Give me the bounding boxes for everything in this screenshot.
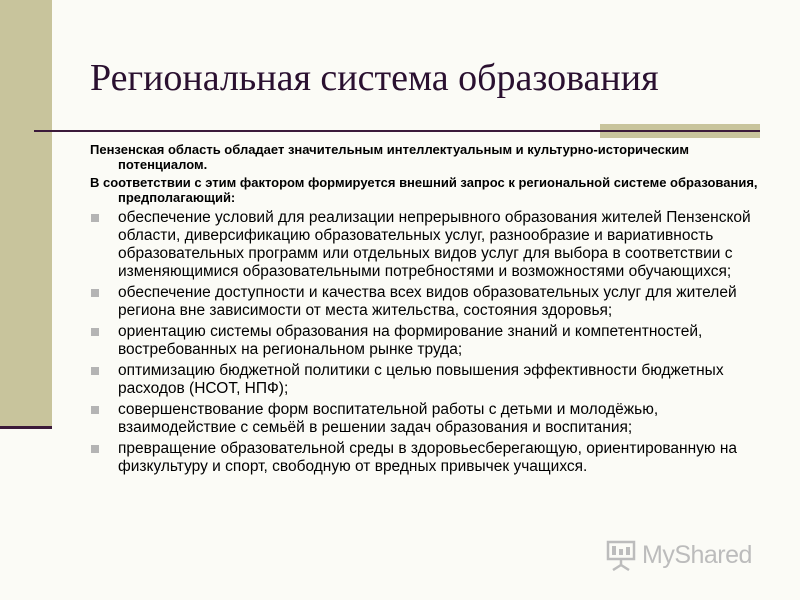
- left-accent-bar: [0, 0, 52, 428]
- title-divider: [34, 130, 600, 132]
- bullet-item: [90, 323, 760, 359]
- bullet-list: [90, 209, 760, 476]
- title-divider-accent: [600, 124, 760, 138]
- bullet-item: [90, 440, 760, 476]
- square-bullet-icon: [91, 367, 99, 375]
- square-bullet-icon: [91, 214, 99, 222]
- slide-content: [90, 142, 760, 479]
- watermark-text: MyShared: [642, 540, 752, 569]
- left-accent-bar-underline: [0, 426, 52, 429]
- square-bullet-icon: [91, 328, 99, 336]
- myshared-watermark[interactable]: [606, 537, 752, 573]
- intro-paragraph: Пензенская область обладает значительным интеллектуальным и культурно-историческим потенциалом.: [90, 142, 690, 172]
- bullet-item: [90, 401, 760, 437]
- slide-title: Региональная система образования: [90, 57, 659, 99]
- bullet-item: [90, 362, 760, 398]
- bullet-text: обеспечение условий для реализации непрерывного образования жителей Пензенской области, диверсификацию образовательных услуг, разнообразие и вариативность образовательных программ или отдельных видов услуг для выбора в соответствии с изменяющимися образовательными потребностями и возможностями обучающихся;: [118, 209, 751, 280]
- bullet-text: совершенствование форм воспитательной работы с детьми и молодёжью, взаимодействие с семьёй в решении задач образования и воспитания;: [118, 401, 659, 436]
- bullet-text: обеспечение доступности и качества всех видов образовательных услуг для жителей региона вне зависимости от места жительства, состояния здоровья;: [118, 284, 737, 319]
- square-bullet-icon: [91, 289, 99, 297]
- bullet-text: оптимизацию бюджетной политики с целью повышения эффективности бюджетных расходов (НСОТ, НПФ);: [118, 362, 724, 397]
- square-bullet-icon: [91, 445, 99, 453]
- title-divider-accent-stripe: [600, 130, 760, 132]
- bullet-item: [90, 209, 760, 281]
- square-bullet-icon: [91, 406, 99, 414]
- bullet-item: [90, 284, 760, 320]
- intro-paragraph: В соответствии с этим фактором формируется внешний запрос к региональной системе образования, предполагающий:: [90, 175, 758, 205]
- bullet-text: ориентацию системы образования на формирование знаний и компетентностей, востребованных на региональном рынке труда;: [118, 323, 703, 358]
- presentation-board-icon: [606, 539, 636, 571]
- bullet-text: превращение образовательной среды в здоровьесберегающую, ориентированную на физкультуру и спорт, свободную от вредных привычек учащихся.: [118, 440, 738, 475]
